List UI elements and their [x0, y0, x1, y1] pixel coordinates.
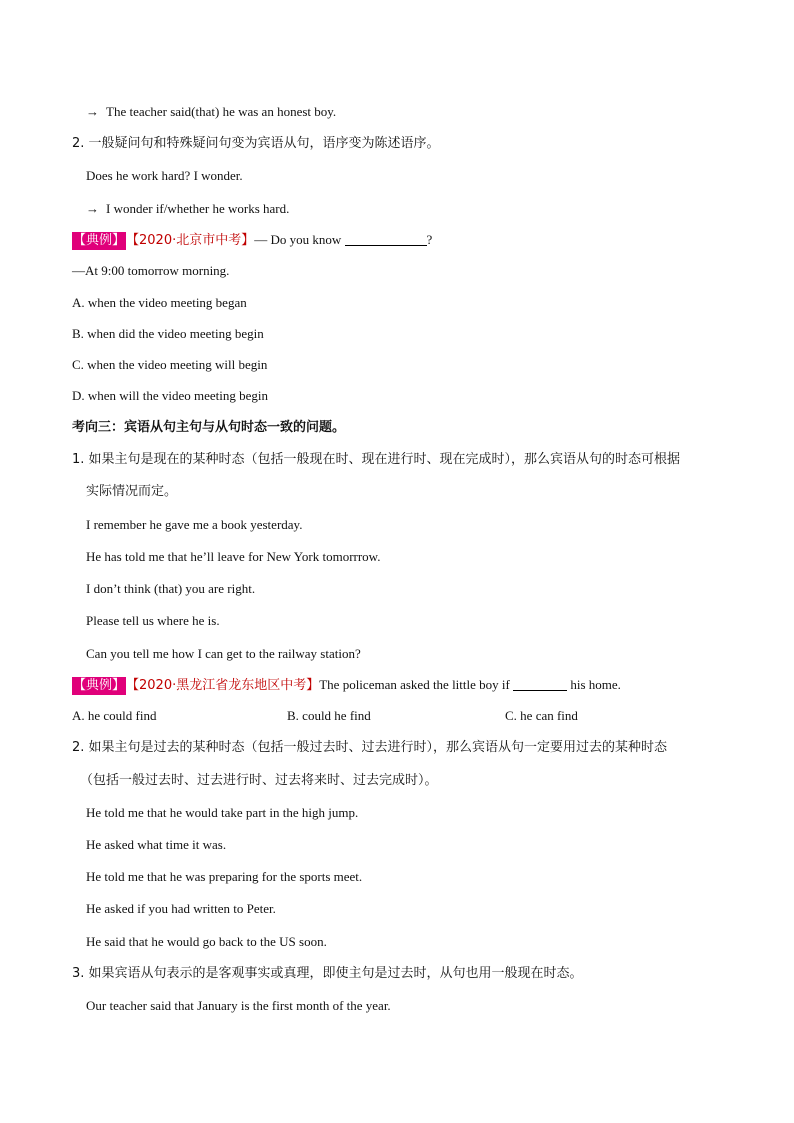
example-tag: 【典例】	[73, 233, 126, 248]
rule-1-line-2: 实际情况而定。	[86, 484, 178, 499]
example-line: I remember he gave me a book yesterday.	[86, 517, 303, 532]
example-question-2: 【典例】【2020·黑龙江省龙东地区中考】The policeman asked the little boy if his home.	[73, 677, 621, 693]
example-line: Please tell us where he is.	[86, 613, 220, 628]
example-line: He asked what time it was.	[86, 837, 227, 852]
rule-3: 3. 如果宾语从句表示的是客观事实或真理，即使主句是过去时，从句也用一般现在时态。	[72, 966, 583, 981]
example-line: → I wonder if/whether he works hard.	[86, 201, 290, 216]
option-a: A. he could find	[72, 708, 157, 723]
option-d: D. when will the video meeting begin	[72, 388, 269, 403]
example-line: He told me that he would take part in the high jump.	[86, 805, 359, 820]
rule-2: 2. 一般疑问句和特殊疑问句变为宾语从句，语序变为陈述语序。	[72, 136, 440, 151]
example-line: Can you tell me how I can get to the railway station?	[86, 646, 361, 661]
section-heading: 考向三：宾语从句主句与从句时态一致的问题。	[72, 420, 346, 435]
example-line: → The teacher said(that) he was an honest boy.	[86, 104, 337, 119]
example-line: He has told me that he’ll leave for New York tomorrrow.	[86, 549, 381, 564]
example-line: He said that he would go back to the US soon.	[86, 934, 327, 949]
rule-2-line-2: （包括一般过去时、过去进行时、过去将来时、过去完成时）。	[80, 773, 438, 788]
option-c: C. he can find	[505, 708, 578, 723]
example-line: Our teacher said that January is the first month of the year.	[86, 998, 391, 1013]
exam-source: 【2020·北京市中考】	[126, 233, 255, 248]
option-b: B. could he find	[287, 708, 371, 723]
example-line: Does he work hard? I wonder.	[86, 168, 243, 183]
exam-source: 【2020·黑龙江省龙东地区中考】	[126, 678, 320, 693]
dialog-answer: —At 9:00 tomorrow morning.	[72, 263, 230, 278]
rule-2-line-1: 2. 如果主句是过去的某种时态（包括一般过去时、过去进行时），那么宾语从句一定要用过去的某种时态	[72, 740, 668, 755]
rule-1-line-1: 1. 如果主句是现在的某种时态（包括一般现在时、现在进行时、现在完成时），那么宾语从句的时态可根据	[72, 452, 681, 467]
example-line: I don’t think (that) you are right.	[86, 581, 256, 596]
option-b: B. when did the video meeting begin	[72, 326, 264, 341]
example-question-1: 【典例】【2020·北京市中考】— Do you know ?	[73, 232, 433, 248]
answer-blank	[513, 677, 567, 691]
option-c: C. when the video meeting will begin	[72, 357, 268, 372]
example-tag: 【典例】	[73, 678, 126, 693]
example-line: He told me that he was preparing for the sports meet.	[86, 869, 363, 884]
arrow-icon: →	[86, 201, 99, 216]
example-line: He asked if you had written to Peter.	[86, 901, 276, 916]
arrow-icon: →	[86, 104, 99, 119]
answer-blank	[345, 232, 427, 246]
option-a: A. when the video meeting began	[72, 295, 247, 310]
